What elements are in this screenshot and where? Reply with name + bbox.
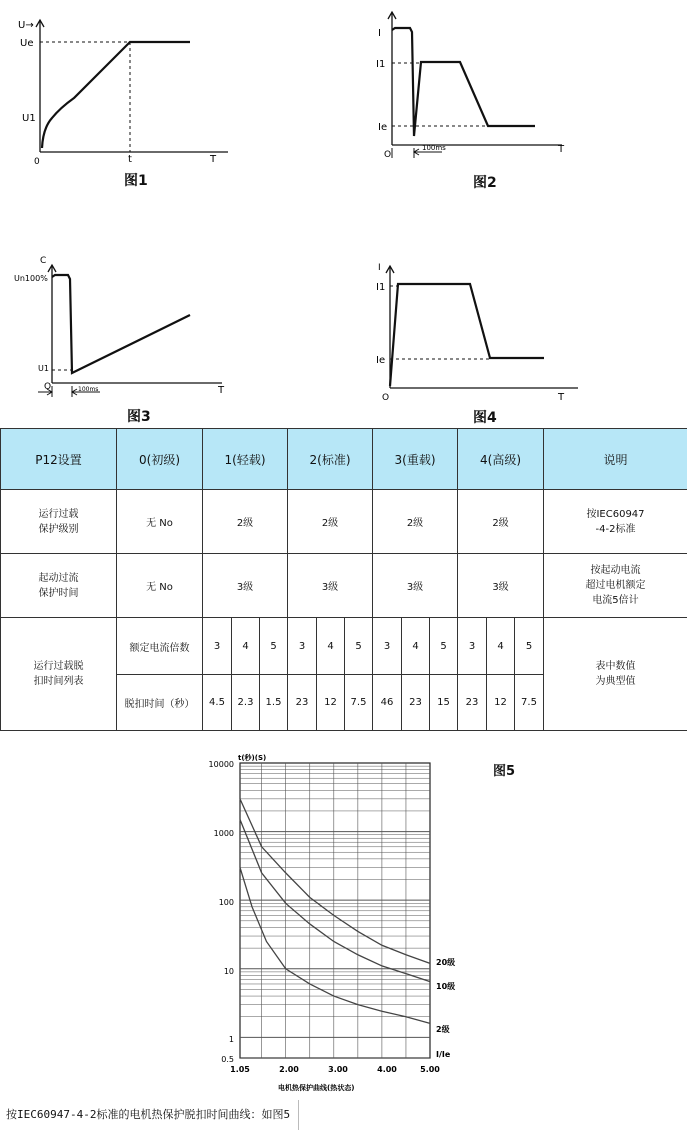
table-cell: 23 bbox=[288, 675, 317, 731]
fig2-i1: I1 bbox=[376, 59, 386, 70]
table-row bbox=[1, 490, 687, 554]
fig4-i1: I1 bbox=[376, 282, 386, 293]
figure-5-chart bbox=[200, 748, 500, 1098]
fig1-origin: 0 bbox=[34, 157, 40, 167]
table-header: 4(高级) bbox=[458, 429, 544, 490]
fig5-y-title: t(秒)(S) bbox=[238, 754, 267, 762]
y-tick-label: 100 bbox=[218, 898, 234, 907]
fig1-u1: U1 bbox=[22, 113, 36, 124]
table-cell: 5 bbox=[430, 618, 458, 675]
figure-4 bbox=[368, 258, 580, 406]
table-cell: 3级 bbox=[288, 554, 373, 618]
fig4-x-end: T bbox=[558, 392, 565, 403]
fig2-x-end: T bbox=[558, 144, 565, 155]
x-tick-label: 4.00 bbox=[377, 1065, 397, 1074]
table-row bbox=[1, 554, 687, 618]
table-cell: 4 bbox=[487, 618, 515, 675]
table-cell: 3 bbox=[373, 618, 402, 675]
table-cell: 46 bbox=[373, 675, 402, 731]
fig2-dt: 100ms bbox=[422, 144, 446, 152]
table-cell: 3级 bbox=[458, 554, 544, 618]
table-header: P12设置 bbox=[1, 429, 117, 490]
curve-label-10: 10级 bbox=[436, 982, 456, 991]
fig3-voltage-curve bbox=[52, 275, 190, 373]
figure-1 bbox=[0, 0, 240, 170]
fig5-x-title: 电机热保护曲线(热状态) bbox=[278, 1084, 355, 1092]
table-cell: 2.3 bbox=[232, 675, 260, 731]
fig2-i: I bbox=[378, 28, 381, 39]
table-header: 0(初级) bbox=[117, 429, 203, 490]
table-cell: 4.5 bbox=[203, 675, 232, 731]
fig1-y-label: U→ bbox=[18, 20, 34, 31]
fig4-origin: O bbox=[382, 393, 390, 403]
table-cell: 3 bbox=[458, 618, 487, 675]
row-note: 按IEC60947 -4-2标准 bbox=[544, 490, 687, 554]
x-tick-label: 2.00 bbox=[279, 1065, 299, 1074]
table-cell: 23 bbox=[458, 675, 487, 731]
table-header: 说明 bbox=[544, 429, 687, 490]
fig3-x-end: T bbox=[218, 385, 225, 396]
x-tick-label: 3.00 bbox=[328, 1065, 348, 1074]
table-cell: 5 bbox=[515, 618, 544, 675]
fig2-current-curve bbox=[392, 28, 535, 136]
table-cell: 15 bbox=[430, 675, 458, 731]
table-cell: 5 bbox=[260, 618, 288, 675]
x-tick-label: 5.00 bbox=[420, 1065, 440, 1074]
table-cell: 23 bbox=[402, 675, 430, 731]
row-note: 表中数值 为典型值 bbox=[544, 618, 687, 731]
table-cell: 7.5 bbox=[515, 675, 544, 731]
table-cell: 2级 bbox=[373, 490, 458, 554]
figure-2 bbox=[370, 0, 580, 172]
table-cell: 4 bbox=[317, 618, 345, 675]
table-header: 3(重载) bbox=[373, 429, 458, 490]
curve-label-20: 20级 bbox=[436, 958, 456, 967]
fig2-caption: 图2 bbox=[473, 175, 497, 191]
y-tick-label: 1000 bbox=[213, 829, 234, 838]
fig4-current-curve bbox=[390, 284, 544, 386]
table-cell: 2级 bbox=[288, 490, 373, 554]
table-cell: 无 No bbox=[117, 554, 203, 618]
row-label: 运行过载脱 扣时间列表 bbox=[1, 618, 117, 731]
y-tick-label: 10 bbox=[223, 967, 234, 976]
fig3-c: C bbox=[40, 256, 47, 266]
fig4-caption: 图4 bbox=[473, 410, 497, 426]
row-note: 按起动电流 超过电机额定 电流5倍计 bbox=[544, 554, 687, 618]
fig3-dt: 100ms bbox=[78, 386, 99, 393]
fig3-caption: 图3 bbox=[127, 409, 151, 425]
table-cell: 2级 bbox=[203, 490, 288, 554]
table-row bbox=[1, 618, 687, 675]
y-tick-label: 0.5 bbox=[221, 1055, 234, 1064]
curve-2级 bbox=[240, 867, 430, 1023]
fig1-voltage-curve bbox=[42, 42, 190, 148]
table-cell: 无 No bbox=[117, 490, 203, 554]
table-cell: 5 bbox=[345, 618, 373, 675]
table-header-row bbox=[1, 429, 687, 490]
fig2-ie: Ie bbox=[378, 122, 388, 133]
spec-table bbox=[0, 428, 687, 731]
table-cell: 12 bbox=[487, 675, 515, 731]
fig5-caption: 图5 bbox=[493, 764, 516, 779]
row-label: 运行过载 保护级别 bbox=[1, 490, 117, 554]
footer-text: 按IEC60947-4-2标准的电机热保护脱扣时间曲线：如图5 bbox=[6, 1100, 299, 1130]
table-cell: 2级 bbox=[458, 490, 544, 554]
table-cell: 7.5 bbox=[345, 675, 373, 731]
fig3-u1: U1 bbox=[38, 364, 49, 373]
plot-frame bbox=[240, 763, 430, 1058]
sub-label: 脱扣时间（秒） bbox=[117, 675, 203, 731]
fig1-t: t bbox=[128, 154, 132, 165]
table-cell: 3 bbox=[203, 618, 232, 675]
table-header: 1(轻载) bbox=[203, 429, 288, 490]
table-cell: 3级 bbox=[373, 554, 458, 618]
curve-label-2: 2级 bbox=[436, 1025, 450, 1034]
table-cell: 12 bbox=[317, 675, 345, 731]
fig1-caption: 图1 bbox=[124, 173, 148, 189]
figure-3 bbox=[0, 255, 240, 405]
fig3-un100: Un100% bbox=[14, 274, 48, 283]
table-cell: 3级 bbox=[203, 554, 288, 618]
row-label: 起动过流 保护时间 bbox=[1, 554, 117, 618]
table-header: 2(标准) bbox=[288, 429, 373, 490]
fig2-origin: O bbox=[384, 150, 392, 160]
sub-label: 额定电流倍数 bbox=[117, 618, 203, 675]
table-cell: 1.5 bbox=[260, 675, 288, 731]
y-tick-label: 10000 bbox=[208, 760, 234, 769]
y-tick-label: 1 bbox=[228, 1035, 234, 1044]
fig1-ue: Ue bbox=[20, 38, 34, 49]
fig3-origin: O bbox=[44, 382, 52, 392]
table-cell: 3 bbox=[288, 618, 317, 675]
fig1-x-end: T bbox=[210, 154, 217, 165]
fig4-i: I bbox=[378, 263, 381, 273]
table-cell: 4 bbox=[402, 618, 430, 675]
x-tick-label: 1.05 bbox=[230, 1065, 250, 1074]
table-cell: 4 bbox=[232, 618, 260, 675]
fig4-ie: Ie bbox=[376, 355, 386, 366]
fig5-x-unit: I/Ie bbox=[436, 1050, 451, 1059]
